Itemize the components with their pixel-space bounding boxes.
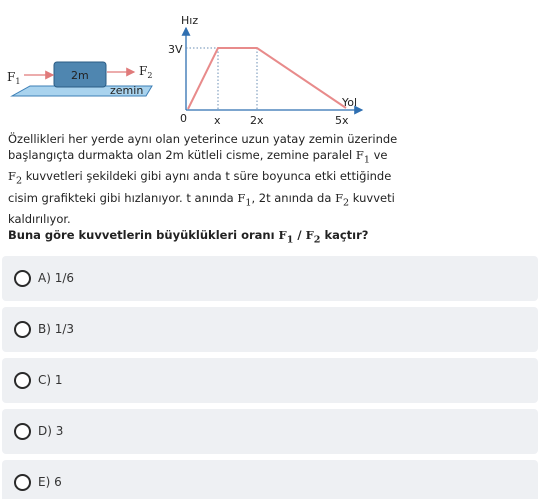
option-c-label: C) 1 <box>38 373 63 387</box>
radio-icon[interactable] <box>14 423 31 440</box>
option-b-label: B) 1/3 <box>38 322 75 336</box>
option-a-label: A) 1/6 <box>38 271 75 285</box>
graph-speed-line <box>188 48 346 109</box>
question-line-3: $F_2$ kuvvetleri şekildeki gibi aynı anda t süre boyunca etki ettiğinde <box>8 169 392 187</box>
answer-options <box>2 256 538 499</box>
option-e[interactable] <box>2 460 538 499</box>
force2-label: $F_2$ <box>139 64 153 80</box>
option-c[interactable] <box>2 358 538 403</box>
graph-y-axis-label: Hız <box>181 14 199 27</box>
option-b[interactable] <box>2 307 538 352</box>
radio-icon[interactable] <box>14 474 31 491</box>
ground-label: zemin <box>110 84 144 97</box>
graph-x-axis-label: Yol <box>342 96 358 109</box>
radio-icon[interactable] <box>14 270 31 287</box>
graph-x-tick-5x: 5x <box>335 114 349 127</box>
graph-y-tick-3v: 3V <box>168 43 183 56</box>
question-text <box>8 131 532 248</box>
option-d-label: D) 3 <box>38 424 64 438</box>
physics-figure <box>0 0 538 130</box>
option-a[interactable] <box>2 256 538 301</box>
graph-x-tick-x: x <box>214 114 221 127</box>
question-line-2: başlangıçta durmakta olan 2m kütleli cisme, zemine paralel $F_1$ ve <box>8 148 388 166</box>
force1-label: $F_1$ <box>7 70 21 86</box>
question-line-4: cisim grafikteki gibi hızlanıyor. t anında $F_1$, 2t anında da $F_2$ kuvveti <box>8 190 395 208</box>
mass-label: 2m <box>71 69 89 82</box>
graph-x-tick-2x: 2x <box>250 114 264 127</box>
radio-icon[interactable] <box>14 321 31 338</box>
question-line-5: kaldırılıyor. <box>8 211 71 226</box>
graph-origin-label: 0 <box>180 112 187 125</box>
option-e-label: E) 6 <box>38 475 62 489</box>
option-d[interactable] <box>2 409 538 454</box>
radio-icon[interactable] <box>14 372 31 389</box>
question-prompt: Buna göre kuvvetlerin büyüklükleri oranı $F_1 / F_2$ kaçtır? <box>8 227 369 246</box>
question-line-1: Özellikleri her yerde aynı olan yeterince uzun yatay zemin üzerinde <box>8 132 398 146</box>
